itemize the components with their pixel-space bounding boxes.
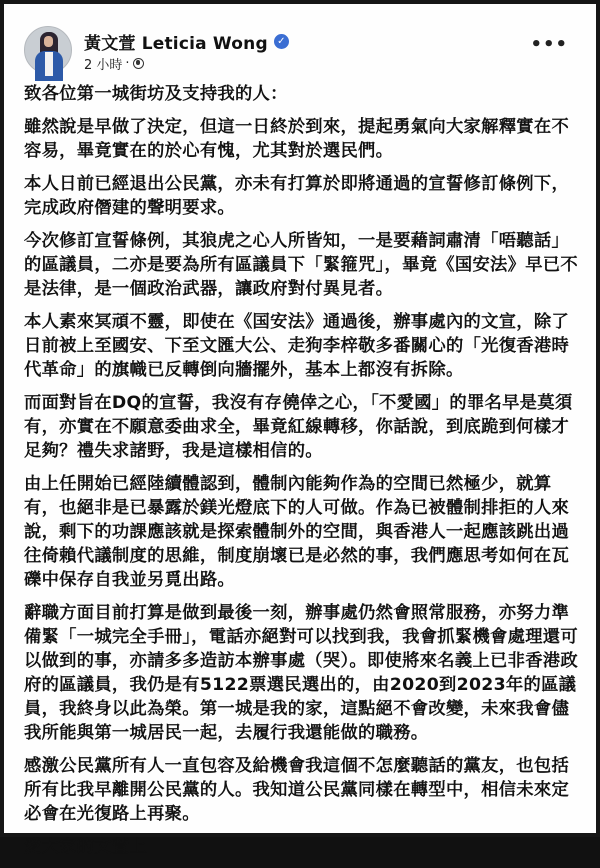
post-header: [24, 26, 584, 76]
author-avatar[interactable]: [24, 26, 72, 74]
meta-separator: ·: [125, 56, 130, 71]
avatar-shirt: [45, 52, 53, 76]
author-row: [84, 30, 289, 52]
post-meta: [84, 54, 144, 73]
post-paragraph: 雖然說是早做了決定，但這一日終於到來，提起勇氣向大家解釋實在不容易，畢竟實在的於心有愧，尤其對於選民們。: [24, 117, 570, 161]
author-name-link[interactable]: 黃文萱 Leticia Wong: [84, 33, 268, 54]
post-paragraph: 感激公民黨所有人一直包容及給機會我這個不怎麼聽話的黨友，也包括所有比我早離開公民黨的人。我知道公民黨同樣在轉型中，相信未來定必會在光復路上再聚。: [24, 756, 570, 824]
post-paragraph: 由上任開始已經陸續體認到，體制內能夠作為的空間已然極少，就算有，也絕非是已暴露於鎂光燈底下的人可做。作為已被體制排拒的人來說，剩下的功課應該就是探索體制外的空間，與香港人一起應該跳出過往倚賴代議制度的思維，制度崩壞已是必然的事，我們應思考如何在瓦礫中保存自我並另覓出路。: [24, 474, 570, 590]
globe-icon[interactable]: [133, 58, 144, 69]
more-options-icon[interactable]: •••: [530, 34, 568, 55]
post-timestamp-link[interactable]: 2 小時: [84, 58, 123, 73]
avatar-face: [44, 36, 53, 47]
post-paragraph: 本人素來冥頑不靈，即使在《国安法》通過後，辦事處內的文宣，除了日前被上至國安、下至文匯大公、走狗李梓敬多番關心的「光復香港時代革命」的旗幟已反轉倒向牆擺外，基本上都沒有拆除。: [24, 312, 570, 380]
post-paragraph: 而面對旨在DQ的宣誓，我沒有存僥倖之心，「不愛國」的罪名早是莫須有，亦實在不願意委曲求全，畢竟紅線轉移，你話說，到底跪到何樣才足夠？禮失求諸野，我是這樣相信的。: [24, 393, 573, 461]
post-paragraph: 致各位第一城街坊及支持我的人：: [24, 84, 288, 104]
post-paragraph: 辭職方面目前打算是做到最後一刻，辦事處仍然會照常服務，亦努力準備緊「一城完全手冊」，電話亦絕對可以找到我，我會抓緊機會處理還可以做到的事，亦請多多造訪本辦事處（哭）。即使將來名義上已非香港政府的區議員，我仍是有5122票選民選出的，由2020到2023年的區議員，我終身以此為榮。第一城是我的家，這點絕不會改變，未來我會儘我所能與第一城居民一起，去履行我還能做的職務。: [24, 603, 578, 743]
post-paragraph: 本人日前已經退出公民黨，亦未有打算於即將通過的宣誓修訂條例下，完成政府僭建的聲明要求。: [24, 174, 570, 218]
post-signature: 愛大家的文萱上: [24, 837, 148, 857]
post-paragraph: 今次修訂宣誓條例，其狼虎之心人所皆知，一是要藉詞肅清「唔聽話」的區議員，二亦是要為所有區議員下「緊箍咒」，畢竟《国安法》早已不是法律，是一個政治武器，讓政府對付異見者。: [24, 231, 578, 299]
post-body: [24, 82, 586, 868]
verified-badge-icon: ✓: [274, 34, 289, 49]
